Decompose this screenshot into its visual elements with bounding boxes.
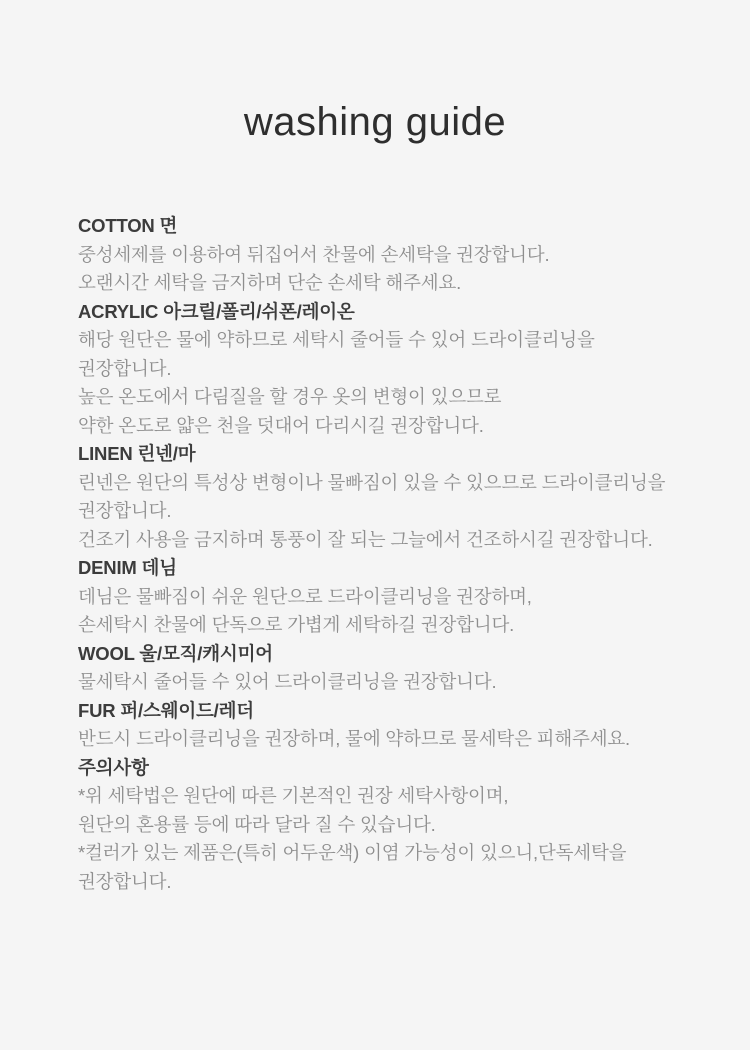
section-title: FUR 퍼/스웨이드/레더 [78, 699, 254, 721]
section-line: 원단의 혼용률 등에 따라 달라 질 수 있습니다. [78, 813, 436, 835]
section-line: 해당 원단은 물에 약하므로 세탁시 줄어들 수 있어 드라이클리닝을 [78, 329, 595, 350]
section-line: 중성세제를 이용하여 뒤집어서 찬물에 손세탁을 권장합니다. [78, 243, 550, 265]
section-acrylic [78, 298, 698, 441]
section-title: 주의사항 [78, 756, 149, 778]
section-line: *컬러가 있는 제품은(특히 어두운색) 이염 가능성이 있으니,단독세탁을 [78, 842, 627, 863]
section-title: COTTON 면 [78, 215, 178, 236]
section-denim [78, 554, 698, 640]
section-line: 손세탁시 찬물에 단독으로 가볍게 세탁하길 권장합니다. [78, 614, 515, 635]
section-title: LINEN 린넨/마 [78, 443, 196, 464]
section-line: 반드시 드라이클리닝을 권장하며, 물에 약하므로 물세탁은 피해주세요. [78, 728, 630, 749]
page-title: washing guide [243, 100, 507, 144]
section-line: 데님은 물빠짐이 쉬운 원단으로 드라이클리닝을 권장하며, [78, 585, 532, 607]
section-line: 권장합니다. [78, 500, 172, 521]
section-fur [78, 697, 698, 754]
section-line: 약한 온도로 얇은 천을 덧대어 다리시길 권장합니다. [78, 414, 484, 436]
guide-content [78, 212, 698, 896]
section-line: 건조기 사용을 금지하며 통풍이 잘 되는 그늘에서 건조하시길 권장합니다. [78, 528, 653, 550]
section-cotton [78, 212, 698, 298]
section-title: WOOL 울/모직/캐시미어 [78, 642, 273, 664]
section-title: ACRYLIC 아크릴/폴리/쉬폰/레이온 [78, 300, 355, 322]
section-line: 오랜시간 세탁을 금지하며 단순 손세탁 해주세요. [78, 272, 462, 293]
section-line: 물세탁시 줄어들 수 있어 드라이클리닝을 권장합니다. [78, 671, 497, 692]
section-wool [78, 640, 698, 697]
section-line: 높은 온도에서 다림질을 할 경우 옷의 변형이 있으므로 [78, 386, 502, 407]
section-linen [78, 440, 698, 554]
section-cautions [78, 754, 698, 897]
section-line: 권장합니다. [78, 870, 172, 892]
section-line: 권장합니다. [78, 357, 172, 379]
section-line: *위 세탁법은 원단에 따른 기본적인 권장 세탁사항이며, [78, 785, 509, 806]
section-title: DENIM 데님 [78, 557, 177, 578]
section-line: 린넨은 원단의 특성상 변형이나 물빠짐이 있을 수 있으므로 드라이클리닝을 [78, 471, 666, 493]
